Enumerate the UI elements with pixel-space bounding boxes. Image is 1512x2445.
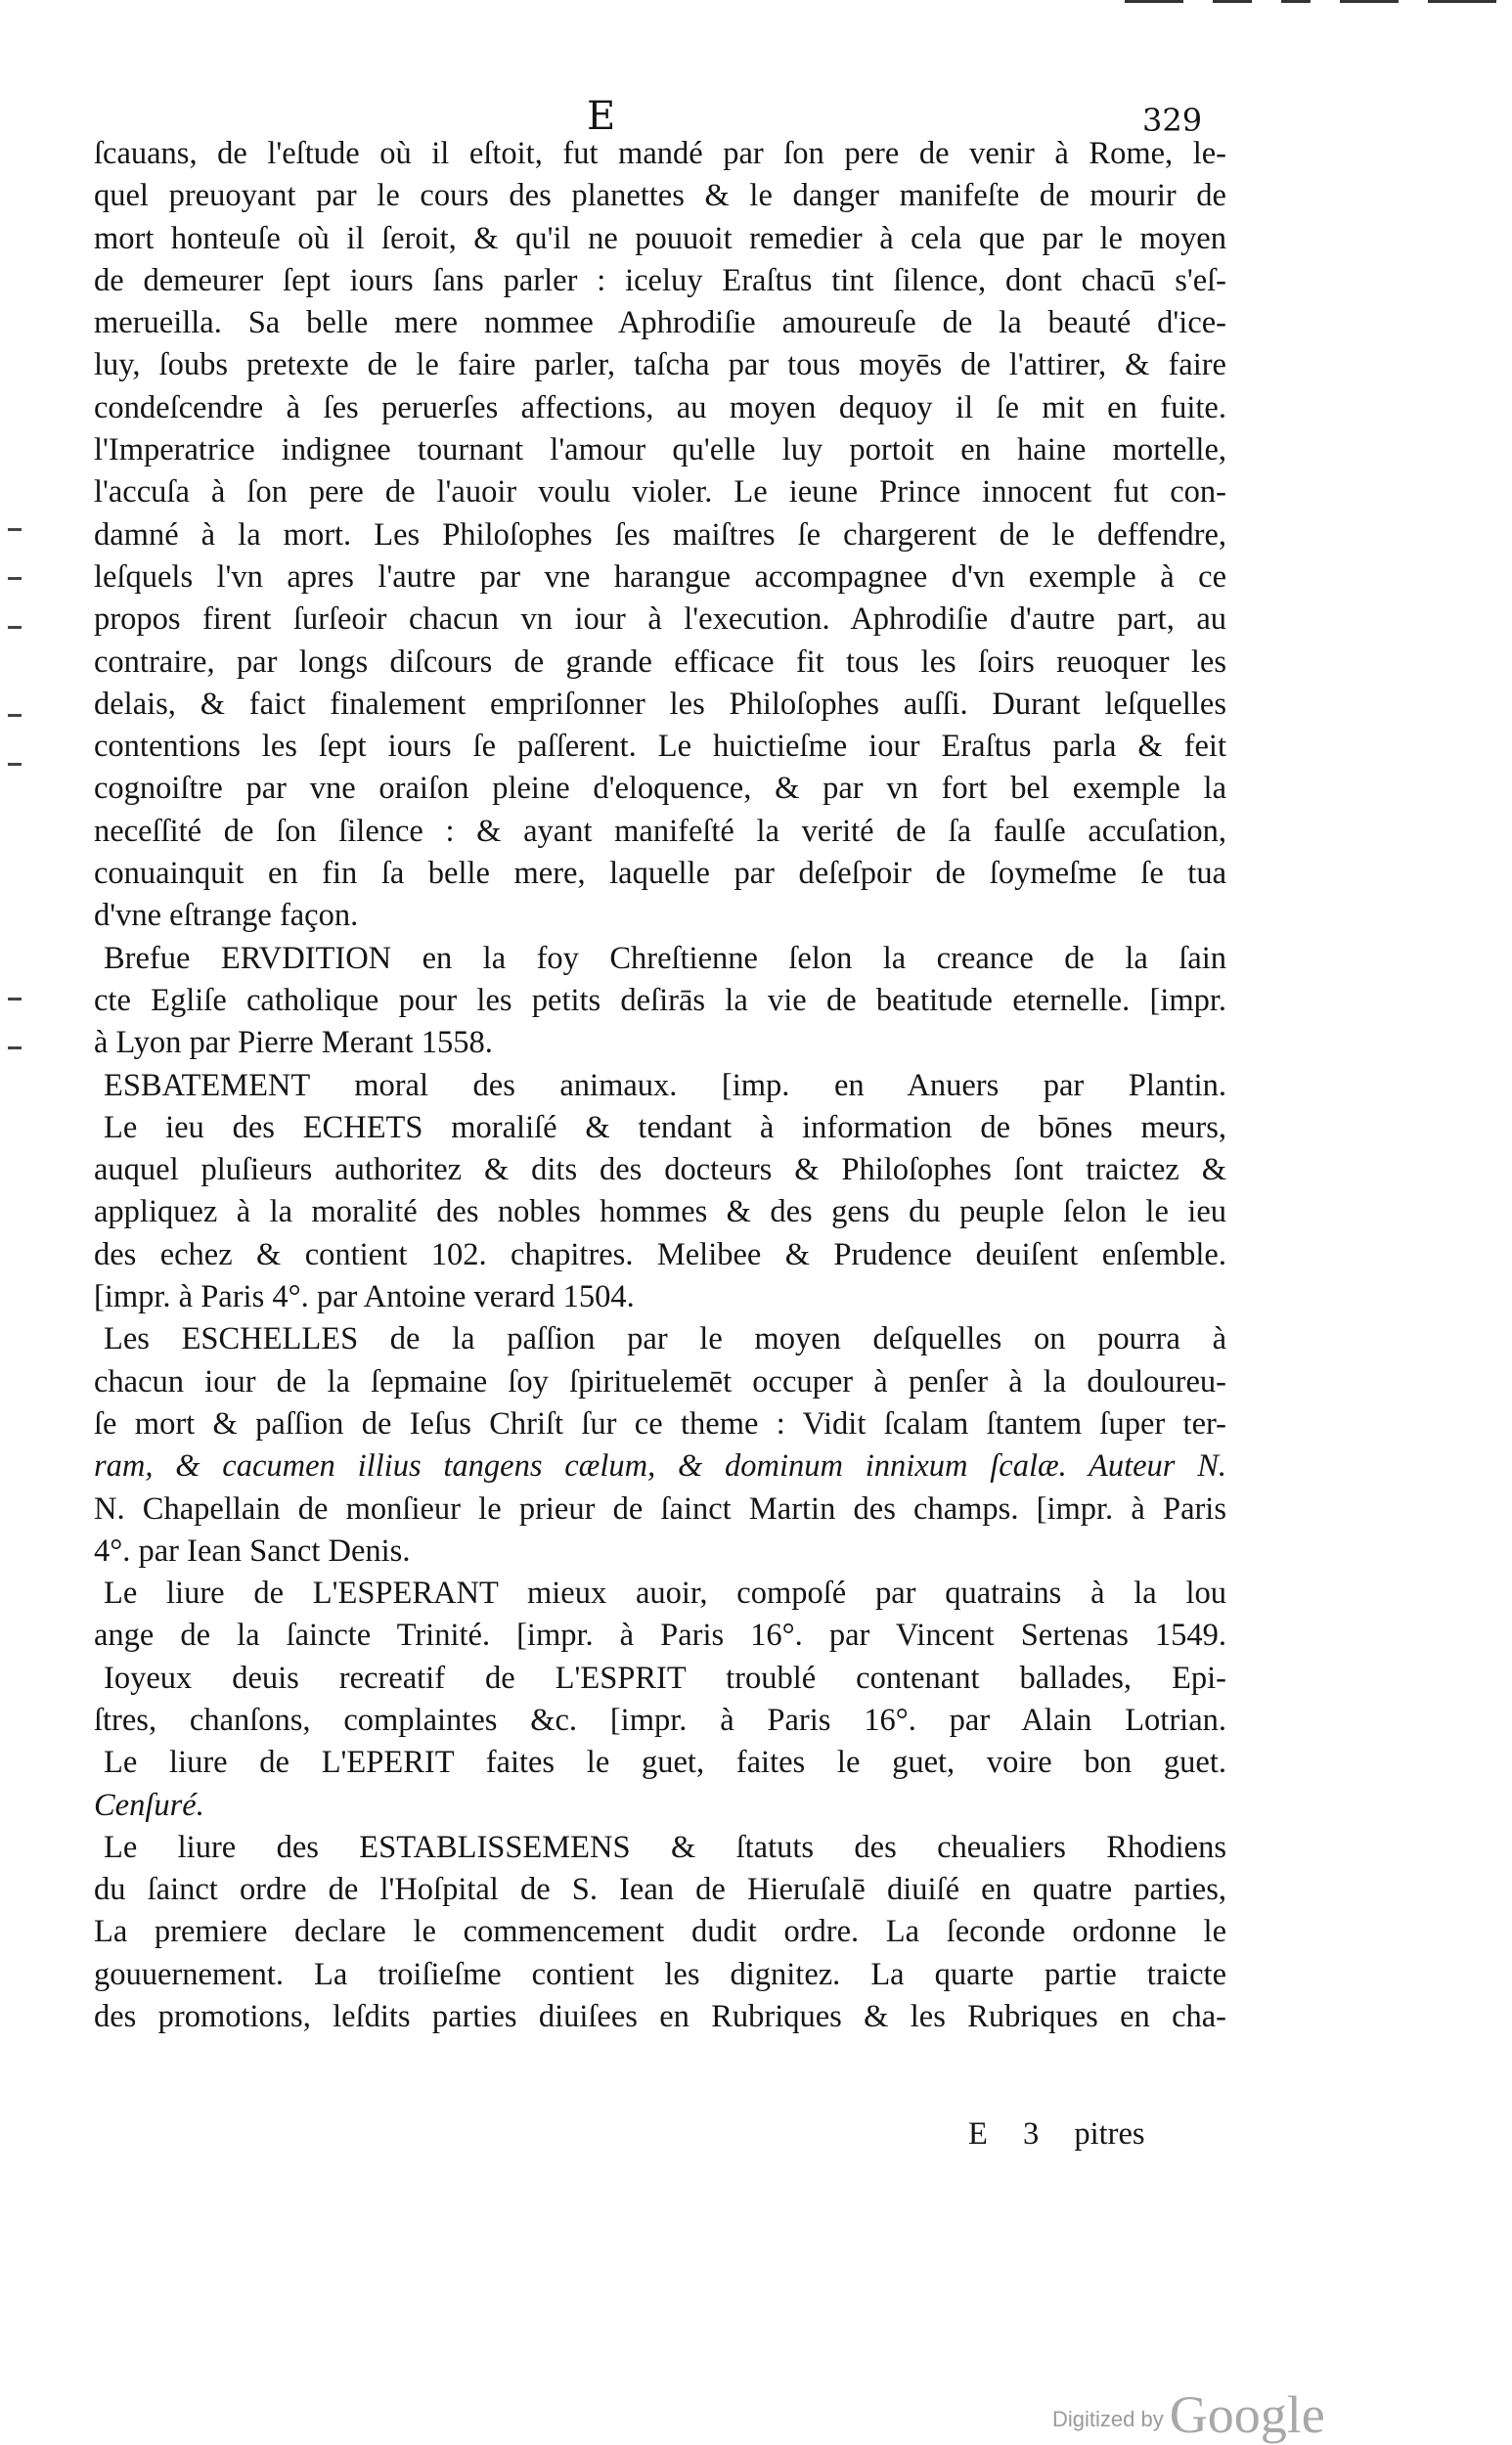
text-line: N. Chapellain de monſieur le prieur de ſainct Martin des champs. [impr. à Paris — [94, 1490, 1226, 1527]
entry-establissemens: Le liure des ESTABLISSEMENS & ſtatuts des cheualiers Rhodiens — [104, 1829, 1226, 1865]
text-line: contraire, par longs diſcours de grande efficace fit tous les ſoirs reuoquer les — [94, 644, 1226, 680]
gutter-mark — [8, 1046, 22, 1049]
text-line: quel preuoyant par le cours des planettes & le danger manifeſte de mourir de — [94, 178, 1226, 214]
gutter-mark — [8, 998, 22, 1000]
entry-esperant: Le liure de L'ESPERANT mieux auoir, compoſé par quatrains à la lou — [104, 1576, 1226, 1612]
text-line: delais, & faict finalement empriſonner les Philoſophes auſſi. Durant leſquelles — [94, 686, 1226, 722]
page-number: 329 — [1142, 102, 1203, 139]
text-line: La premiere declare le commencement dudit ordre. La ſeconde ordonne le — [94, 1914, 1226, 1950]
censure-note: Cenſuré. — [94, 1787, 204, 1823]
text-line: chacun iour de la ſepmaine ſoy ſpirituelemēt occuper à penſer à la douloureu- — [94, 1363, 1226, 1400]
edge-scan-mark — [1213, 0, 1252, 3]
text-line: d'vne eſtrange façon. — [94, 898, 359, 934]
edge-scan-mark — [1281, 0, 1311, 3]
signature-letter: E — [587, 94, 617, 139]
text-line: à Lyon par Pierre Merant 1558. — [94, 1025, 493, 1061]
text-line: damné à la mort. Les Philoſophes ſes maiſtres ſe chargerent de le deffendre, — [94, 516, 1226, 553]
text-line: gouuernement. La troiſieſme contient les dignitez. La quarte partie traicte — [94, 1956, 1226, 1992]
body-text — [94, 133, 1226, 2038]
text-line: [impr. à Paris 4°. par Antoine verard 1504. — [94, 1279, 635, 1315]
catchword: pitres — [1074, 2116, 1145, 2152]
text-line: cte Egliſe catholique pour les petits deſirās la vie de beatitude eternelle. [impr. — [94, 982, 1226, 1018]
catchline — [968, 2116, 1145, 2153]
text-line: ram, & cacumen illius tangens cælum, & dominum innixum ſcalæ. Auteur N. — [94, 1448, 1226, 1485]
text-line: des promotions, leſdits parties diuiſees en Rubriques & les Rubriques en cha- — [94, 1999, 1226, 2035]
catchline-signature: E — [968, 2116, 988, 2152]
text-line: propos firent ſurſeoir chacun vn iour à l'execution. Aphrodiſie d'autre part, au — [94, 601, 1226, 638]
entry-erudition: Brefue ERVDITION en la foy Chreſtienne ſelon la creance de la ſain — [104, 940, 1226, 976]
text-line: ange de la ſaincte Trinité. [impr. à Paris 16°. par Vincent Sertenas 1549. — [94, 1618, 1226, 1654]
gutter-mark — [8, 626, 22, 629]
google-logo: Google — [1169, 2385, 1325, 2444]
edge-scan-mark — [1428, 0, 1496, 3]
text-line: l'Imperatrice indignee tournant l'amour qu'elle luy portoit en haine mortelle, — [94, 432, 1226, 468]
text-line: ſcauans, de l'eſtude où il eſtoit, fut mandé par ſon pere de venir à Rome, le- — [94, 136, 1226, 171]
watermark-prefix: Digitized by — [1052, 2407, 1164, 2431]
text-line: ſtres, chanſons, complaintes &c. [impr. à Paris 16°. par Alain Lotrian. — [94, 1702, 1226, 1738]
entry-echets: Le ieu des ECHETS moraliſé & tendant à information de bōnes meurs, — [104, 1109, 1226, 1145]
gutter-mark — [8, 528, 22, 531]
gutter-mark — [8, 714, 22, 717]
edge-scan-mark — [1340, 0, 1399, 3]
text-line: condeſcendre à ſes peruerſes affections, au moyen dequoy il ſe mit en fuite. — [94, 389, 1226, 425]
text-line: neceſſité de ſon ſilence : & ayant manifeſté la verité de ſa faulſe accuſation, — [94, 813, 1226, 849]
entry-esprit: Ioyeux deuis recreatif de L'ESPRIT troublé contenant ballades, Epi- — [104, 1660, 1226, 1696]
entry-esbatement: ESBATEMENT moral des animaux. [imp. en Anuers par Plantin. — [104, 1067, 1226, 1103]
catchline-number: 3 — [1022, 2116, 1040, 2152]
entry-eschelles: Les ESCHELLES de la paſſion par le moyen deſquelles on pourra à — [104, 1321, 1226, 1357]
text-line: appliquez à la moralité des nobles hommes & des gens du peuple ſelon le ieu — [94, 1194, 1226, 1230]
text-line: contentions les ſept iours ſe paſſerent. Le huictieſme iour Eraſtus parla & feit — [94, 729, 1226, 765]
entry-eperit: Le liure de L'EPERIT faites le guet, faites le guet, voire bon guet. — [104, 1745, 1226, 1781]
gutter-mark — [8, 577, 22, 580]
text-line: 4°. par Iean Sanct Denis. — [94, 1533, 411, 1569]
text-line: cognoiſtre par vne oraiſon pleine d'eloquence, & par vn fort bel exemple la — [94, 771, 1226, 807]
text-line: leſquels l'vn apres l'autre par vne harangue accompagnee d'vn exemple à ce — [94, 558, 1226, 595]
text-line: l'accuſa à ſon pere de l'auoir voulu violer. Le ieune Prince innocent fut con- — [94, 474, 1226, 511]
digitization-watermark — [1052, 2384, 1325, 2445]
gutter-mark — [8, 763, 22, 766]
text-line: des echez & contient 102. chapitres. Melibee & Prudence deuiſent enſemble. — [94, 1236, 1226, 1272]
text-line: du ſainct ordre de l'Hoſpital de S. Iean de Hieruſalē diuiſé en quatre parties, — [94, 1872, 1226, 1908]
text-line: merueilla. Sa belle mere nommee Aphrodiſie amoureuſe de la beauté d'ice- — [94, 305, 1226, 341]
text-line: conuainquit en fin ſa belle mere, laquelle par deſeſpoir de ſoymeſme ſe tua — [94, 856, 1226, 892]
text-line: ſe mort & paſſion de Ieſus Chriſt ſur ce theme : Vidit ſcalam ſtantem ſuper ter- — [94, 1405, 1226, 1442]
edge-scan-mark — [1125, 0, 1183, 3]
text-line: mort honteuſe où il ſeroit, & qu'il ne pouuoit remedier à cela que par le moyen — [94, 220, 1226, 256]
text-line: auquel pluſieurs authoritez & dits des docteurs & Philoſophes ſont traictez & — [94, 1152, 1226, 1188]
text-line: luy, ſoubs pretexte de le faire parler, taſcha par tous moyēs de l'attirer, & faire — [94, 347, 1226, 383]
text-line: de demeurer ſept iours ſans parler : iceluy Eraſtus tint ſilence, dont chacū s'eſ- — [94, 262, 1226, 298]
